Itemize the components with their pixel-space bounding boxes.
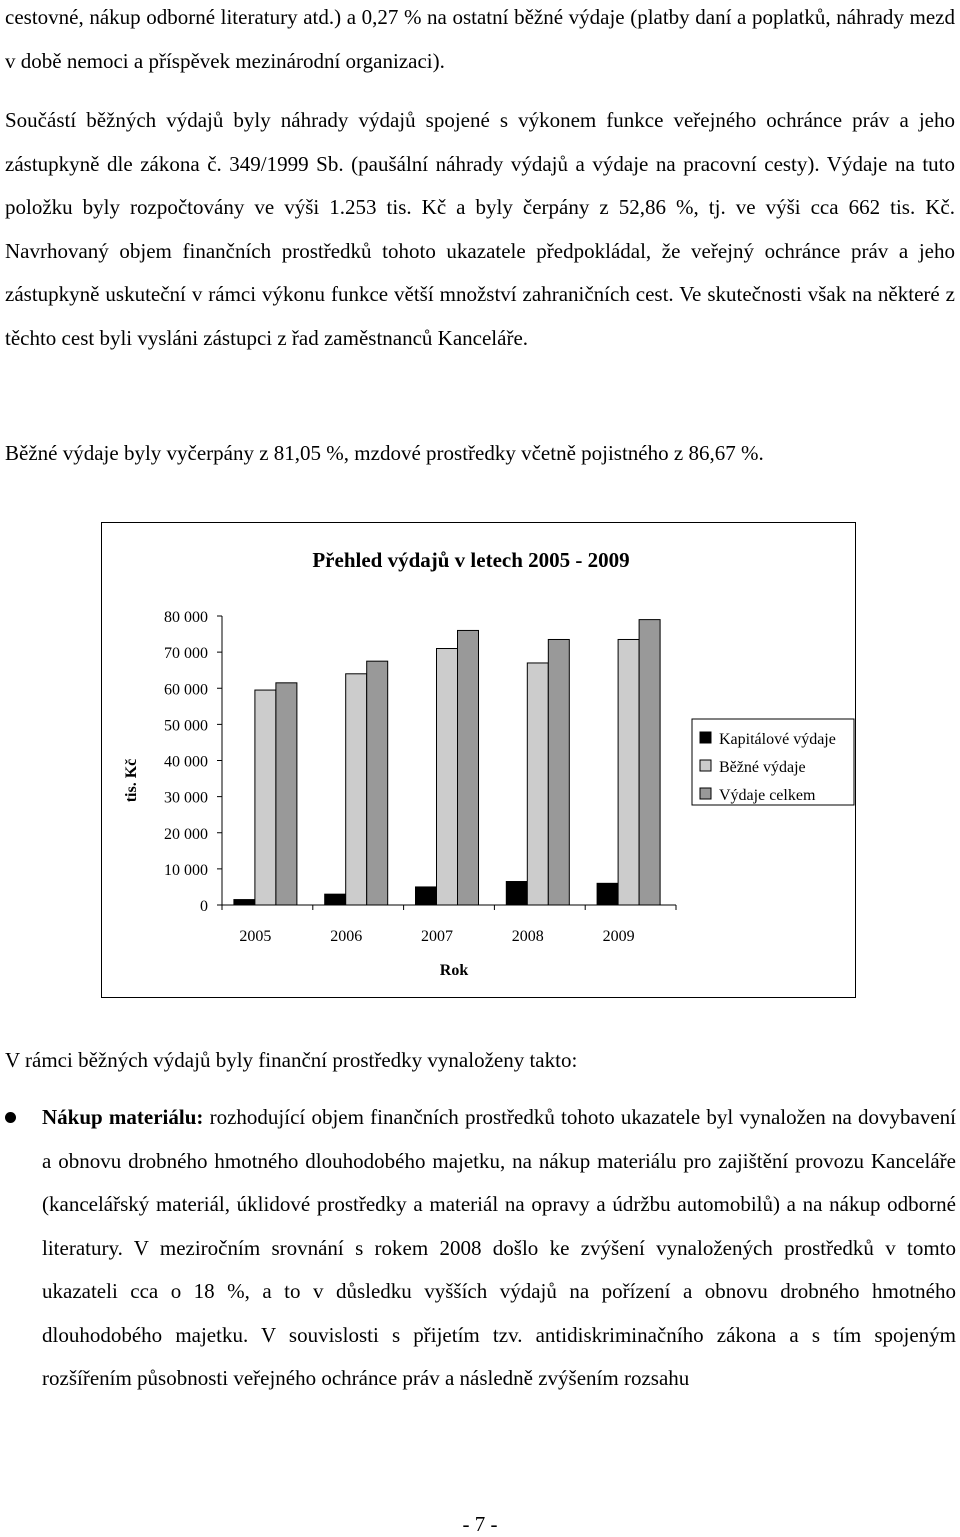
bullet-paragraph bbox=[42, 1096, 956, 1401]
bar-2006-s1 bbox=[346, 674, 367, 905]
paragraph-allocation-intro: V rámci běžných výdajů byly finanční prostředky vynaloženy takto: bbox=[5, 1048, 578, 1072]
bar-2008-s2 bbox=[548, 639, 569, 905]
bar-2008-s1 bbox=[527, 663, 548, 905]
paragraph-running-expenses: Běžné výdaje byly vyčerpány z 81,05 %, mzdové prostředky včetně pojistného z 86,67 %. bbox=[5, 441, 764, 465]
bar-2006-s2 bbox=[367, 661, 388, 905]
bar-2006-s0 bbox=[325, 894, 346, 905]
legend-swatch bbox=[700, 788, 711, 799]
bar-2007-s1 bbox=[437, 649, 458, 905]
expenses-chart bbox=[101, 522, 856, 998]
y-tick-label: 40 000 bbox=[164, 753, 208, 771]
bullet-term: Nákup materiálu: bbox=[42, 1105, 204, 1129]
x-tick-label: 2009 bbox=[602, 928, 635, 945]
bar-2009-s2 bbox=[639, 620, 660, 905]
legend-swatch bbox=[700, 760, 711, 771]
bar-2005-s0 bbox=[234, 900, 255, 905]
x-tick-label: 2005 bbox=[239, 928, 272, 945]
y-tick-label: 20 000 bbox=[164, 825, 208, 843]
bar-2009-s1 bbox=[618, 639, 639, 905]
y-tick-label: 60 000 bbox=[164, 681, 208, 699]
chart-canvas bbox=[102, 523, 857, 999]
y-tick-label: 80 000 bbox=[164, 609, 208, 626]
bar-2009-s0 bbox=[597, 883, 618, 905]
list-item bbox=[0, 1096, 956, 1401]
x-tick-label: 2007 bbox=[421, 928, 453, 945]
legend-swatch bbox=[700, 732, 711, 743]
x-tick-label: 2008 bbox=[511, 928, 544, 945]
x-tick-label: 2006 bbox=[330, 928, 363, 945]
y-tick-label: 0 bbox=[200, 898, 208, 915]
y-axis-label: tis. Kč bbox=[123, 758, 140, 803]
page-number: - 7 - bbox=[462, 1512, 498, 1536]
legend-label: Kapitálové výdaje bbox=[719, 731, 836, 748]
bar-2005-s1 bbox=[255, 690, 276, 905]
bar-2005-s2 bbox=[276, 683, 297, 905]
bullet-body: rozhodující objem finančních prostředků tohoto ukazatele byl vynaložen na dovybavení a obnovu drobného hmotného dlouhodobého majetku, na nákup materiálu pro zajištění provozu Kanceláře (kancelářský materiál, úklidové prostředky a materiál na opravy a údržbu automobilů) a na nákup odborné literatury. V meziročním srovnání s rokem 2008 došlo ke zvýšení vynaložených prostředků v tomto ukazateli cca o 18 %, a to v důsledku vyšších výdajů na pořízení a obnovu drobného hmotného dlouhodobého majetku. V souvislosti s přijetím tzv. antidiskriminačního zákona a s tím spojeným rozšířením působnosti veřejného ochránce práv a následně zvýšením rozsahu bbox=[42, 1105, 956, 1390]
paragraph-intro: cestovné, nákup odborné literatury atd.) a 0,27 % na ostatní běžné výdaje (platby daní a poplatků, náhrady mezd v době nemoci a příspěvek mezinárodní organizaci). bbox=[5, 5, 955, 73]
bar-2007-s2 bbox=[458, 630, 479, 905]
y-tick-label: 30 000 bbox=[164, 789, 208, 807]
bullet-icon bbox=[5, 1112, 16, 1123]
x-axis-label: Rok bbox=[439, 962, 469, 979]
y-tick-label: 10 000 bbox=[164, 861, 208, 879]
legend-label: Výdaje celkem bbox=[719, 787, 816, 804]
y-tick-label: 70 000 bbox=[164, 645, 208, 663]
bar-2008-s0 bbox=[506, 882, 527, 905]
legend-label: Běžné výdaje bbox=[719, 759, 806, 776]
chart-title: Přehled výdajů v letech 2005 - 2009 bbox=[312, 548, 630, 572]
y-tick-label: 50 000 bbox=[164, 717, 208, 735]
expense-bullet-list bbox=[0, 1096, 960, 1401]
paragraph-expenses-compensation: Součástí běžných výdajů byly náhrady výdajů spojené s výkonem funkce veřejného ochránce práv a jeho zástupkyně dle zákona č. 349/1999 Sb. (paušální náhrady výdajů a výdaje na pracovní cesty). Výdaje na tuto položku byly rozpočtovány ve výši 1.253 tis. Kč a byly čerpány z 52,86 %, tj. ve výši cca 662 tis. Kč. Navrhovaný objem finančních prostředků tohoto ukazatele předpokládal, že veřejný ochránce práv a jeho zástupkyně uskuteční v rámci výkonu funkce větší množství zahraničních cest. Ve skutečnosti však na některé z těchto cest byli vysláni zástupci z řad zaměstnanců Kanceláře. bbox=[5, 108, 955, 350]
bar-2007-s0 bbox=[416, 887, 437, 905]
